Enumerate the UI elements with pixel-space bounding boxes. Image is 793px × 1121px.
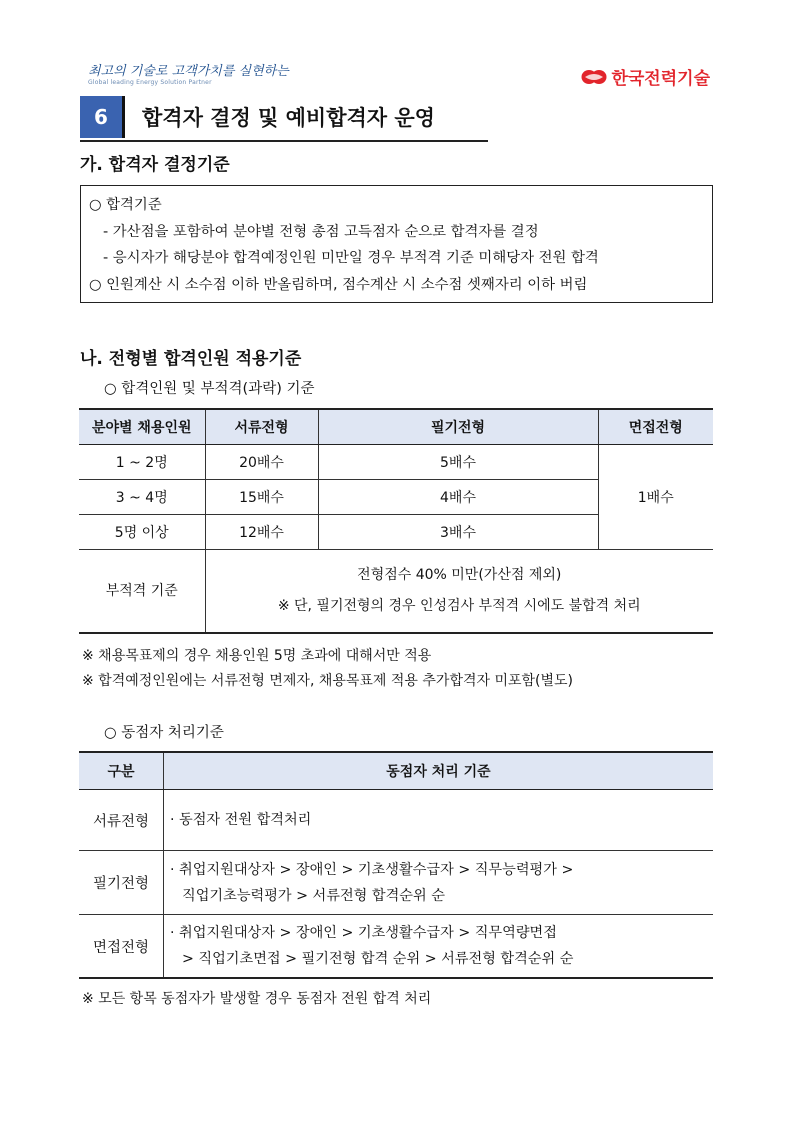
table-cell: 5배수 <box>318 445 598 480</box>
row-label: 필기전형 <box>79 851 164 915</box>
logo-text: 한국전력기술 <box>611 69 710 89</box>
pass-criteria-bullet: ○ 합격인원 및 부적격(과락) 기준 <box>104 381 315 397</box>
section-heading <box>80 96 488 142</box>
criteria-line: - 응시자가 해당분야 합격예정인원 미만일 경우 부적격 기준 미해당자 전원 합격 <box>103 250 599 266</box>
table-row <box>79 851 713 915</box>
table-cell: 4배수 <box>318 480 598 515</box>
part-b-title: 나. 전형별 합격인원 적용기준 <box>80 349 302 369</box>
table-cell: 12배수 <box>205 515 318 550</box>
table-row <box>79 915 713 979</box>
row-label: 면접전형 <box>79 915 164 979</box>
table-cell: 3 ~ 4명 <box>79 480 205 515</box>
tie-criteria-bullet: ○ 동점자 처리기준 <box>104 725 224 741</box>
criteria-line: ○ 합격기준 <box>89 197 162 213</box>
table-cell: 20배수 <box>205 445 318 480</box>
column-header: 분야별 채용인원 <box>79 409 205 445</box>
row-label: 서류전형 <box>79 790 164 851</box>
column-header: 구분 <box>79 752 164 790</box>
table-cell: 5명 이상 <box>79 515 205 550</box>
table-header-row <box>79 752 713 790</box>
part-a-title: 가. 합격자 결정기준 <box>80 155 230 175</box>
table-row <box>79 790 713 851</box>
section-number: 6 <box>80 96 125 138</box>
row-detail <box>164 790 714 851</box>
fail-criteria-note: ※ 단, 필기전형의 경우 인성검사 부적격 시에도 불합격 처리 <box>277 598 641 614</box>
fail-criteria-label: 부적격 기준 <box>79 550 205 634</box>
criteria-box <box>80 185 713 303</box>
detail-line: · 취업지원대상자 > 장애인 > 기초생활수급자 > 직무역량면접 <box>170 925 557 941</box>
row-detail <box>164 851 714 915</box>
pass-count-table <box>79 408 713 634</box>
detail-line: 직업기초능력평가 > 서류전형 합격순위 순 <box>182 887 445 904</box>
table-cell: 1 ~ 2명 <box>79 445 205 480</box>
section-title: 합격자 결정 및 예비합격자 운영 <box>142 106 435 130</box>
detail-line: · 동점자 전원 합격처리 <box>170 812 312 828</box>
tie-break-table <box>79 751 713 979</box>
detail-line: · 취업지원대상자 > 장애인 > 기초생활수급자 > 직무능력평가 > <box>170 861 574 878</box>
row-detail <box>164 915 714 979</box>
table-cell: 3배수 <box>318 515 598 550</box>
interview-multiplier: 1배수 <box>598 445 713 550</box>
page-header <box>88 60 710 90</box>
table-row <box>79 445 713 480</box>
slogan: 최고의 기술로 고객가치를 실현하는 <box>88 64 289 79</box>
criteria-line: ○ 인원계산 시 소수점 이하 반올림하며, 점수계산 시 소수점 셋째자리 이하 버림 <box>89 276 588 293</box>
company-logo <box>581 64 710 89</box>
criteria-line: - 가산점을 포함하여 분야별 전형 총점 고득점자 순으로 합격자를 결정 <box>103 223 539 240</box>
table-cell: 15배수 <box>205 480 318 515</box>
column-header: 동점자 처리 기준 <box>164 752 714 790</box>
fail-criteria-line: 전형점수 40% 미만(가산점 제외) <box>357 567 562 583</box>
column-header: 서류전형 <box>205 409 318 445</box>
column-header: 면접전형 <box>598 409 713 445</box>
column-header: 필기전형 <box>318 409 598 445</box>
table-row <box>79 550 713 634</box>
note-line: ※ 합격예정인원에는 서류전형 면제자, 채용목표제 적용 추가합격자 미포함(별도) <box>82 673 574 689</box>
fail-criteria-detail <box>205 550 713 634</box>
logo-mark-icon <box>581 69 607 85</box>
slogan-subtext: Global leading Energy Solution Partner <box>88 79 212 86</box>
table-header-row <box>79 409 713 445</box>
note-line: ※ 채용목표제의 경우 채용인원 5명 초과에 대해서만 적용 <box>82 648 432 664</box>
detail-line: > 직업기초면접 > 필기전형 합격 순위 > 서류전형 합격순위 순 <box>182 951 574 967</box>
tie-note: ※ 모든 항목 동점자가 발생할 경우 동점자 전원 합격 처리 <box>82 991 432 1007</box>
